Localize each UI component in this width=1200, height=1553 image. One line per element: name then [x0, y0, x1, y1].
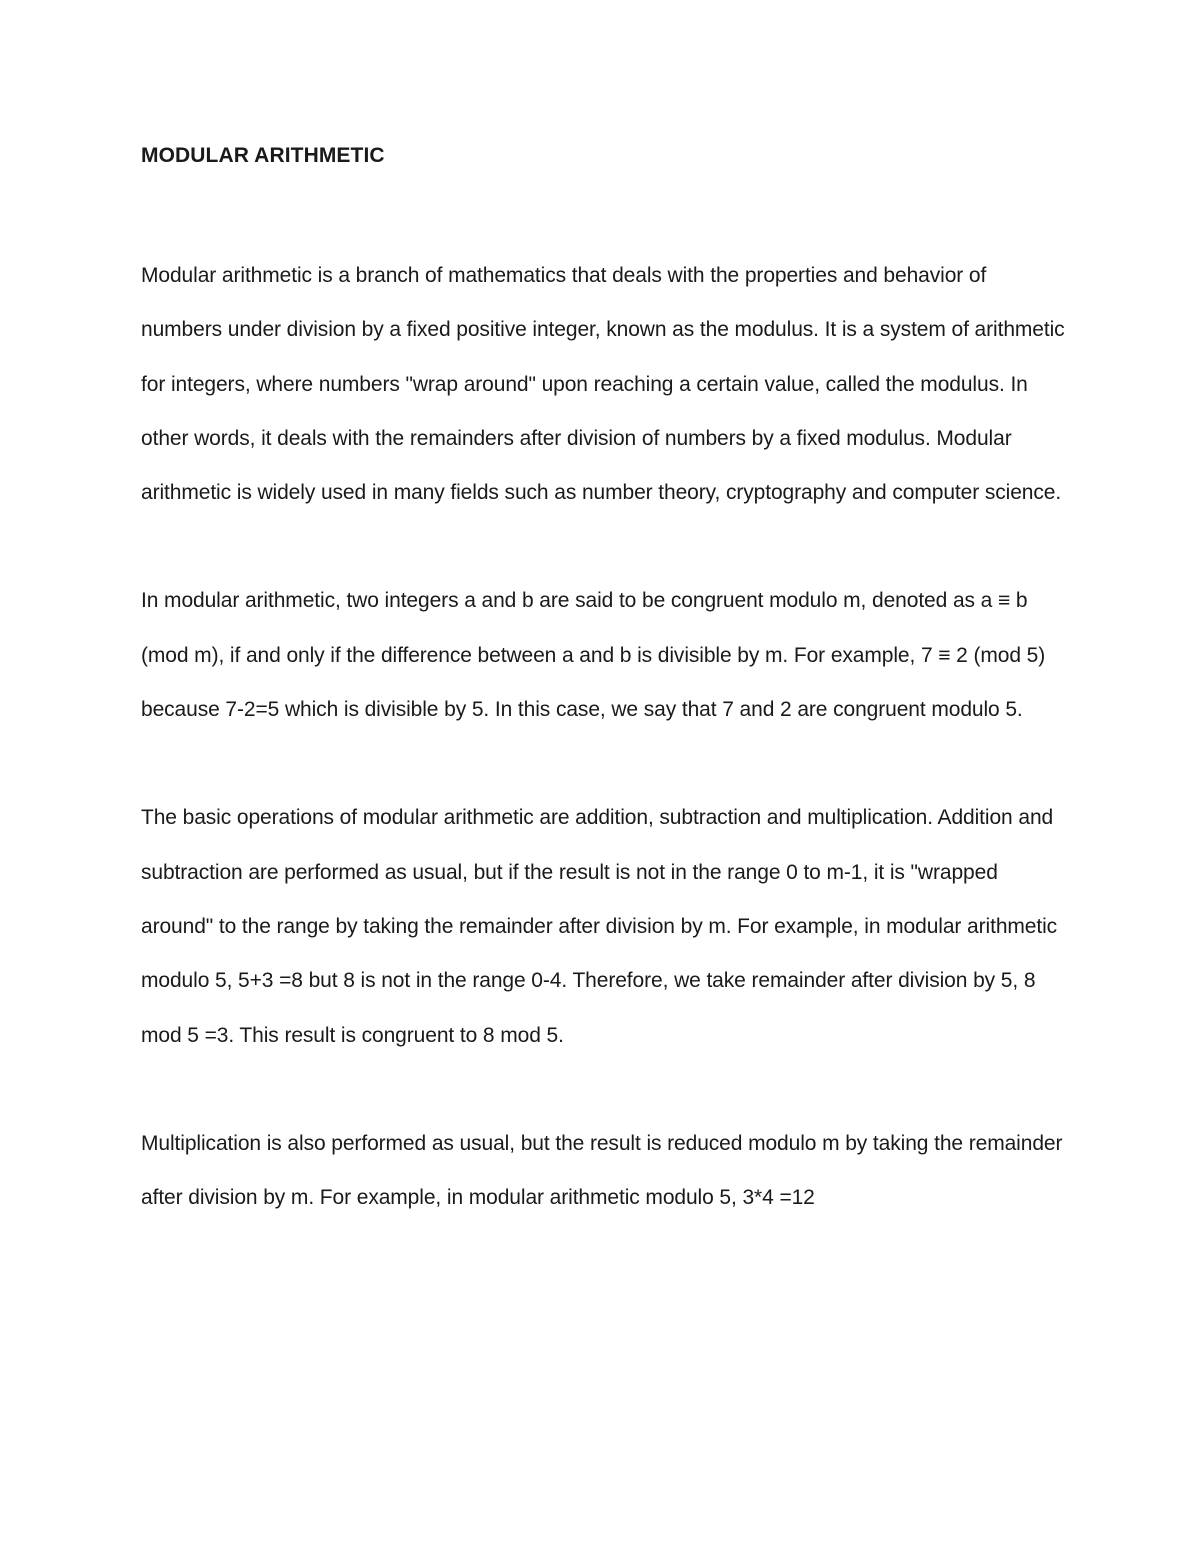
paragraph-basic-operations: The basic operations of modular arithmetic are addition, subtraction and multiplication. Addition and subtraction are performed as usual, but if the result is not in the range 0 to m-1, it is "wrapped around" to the range by taking the remainder after division by m. For example, in modular arithmetic modulo 5, 5+3 =8 but 8 is not in the range 0-4. Therefore, we take remainder after division by 5, 8 mod 5 =3. This result is congruent to 8 mod 5. [141, 806, 1058, 1047]
document-title: MODULAR ARITHMETIC [141, 144, 385, 167]
paragraph-multiplication: Multiplication is also performed as usual, but the result is reduced modulo m by taking the remainder after division by m. For example, in modular arithmetic modulo 5, 3*4 =12 [141, 1131, 1063, 1210]
paragraph-intro: Modular arithmetic is a branch of mathematics that deals with the properties and behavior of numbers under division by a fixed positive integer, known as the modulus. It is a system of arithmetic for integers, where numbers "wrap around" upon reaching a certain value, called the modulus. In other words, it deals with the remainders after division of numbers by a fixed modulus. Modular arithmetic is widely used in many fields such as number theory, cryptography and computer science. [141, 264, 1065, 505]
document-body [141, 140, 1066, 1225]
paragraph-congruence: In modular arithmetic, two integers a and b are said to be congruent modulo m, denoted as a ≡ b (mod m), if and only if the difference between a and b is divisible by m. For example, 7 ≡ 2 (mod 5) because 7-2=5 which is divisible by 5. In this case, we say that 7 and 2 are congruent modulo 5. [141, 589, 1046, 722]
